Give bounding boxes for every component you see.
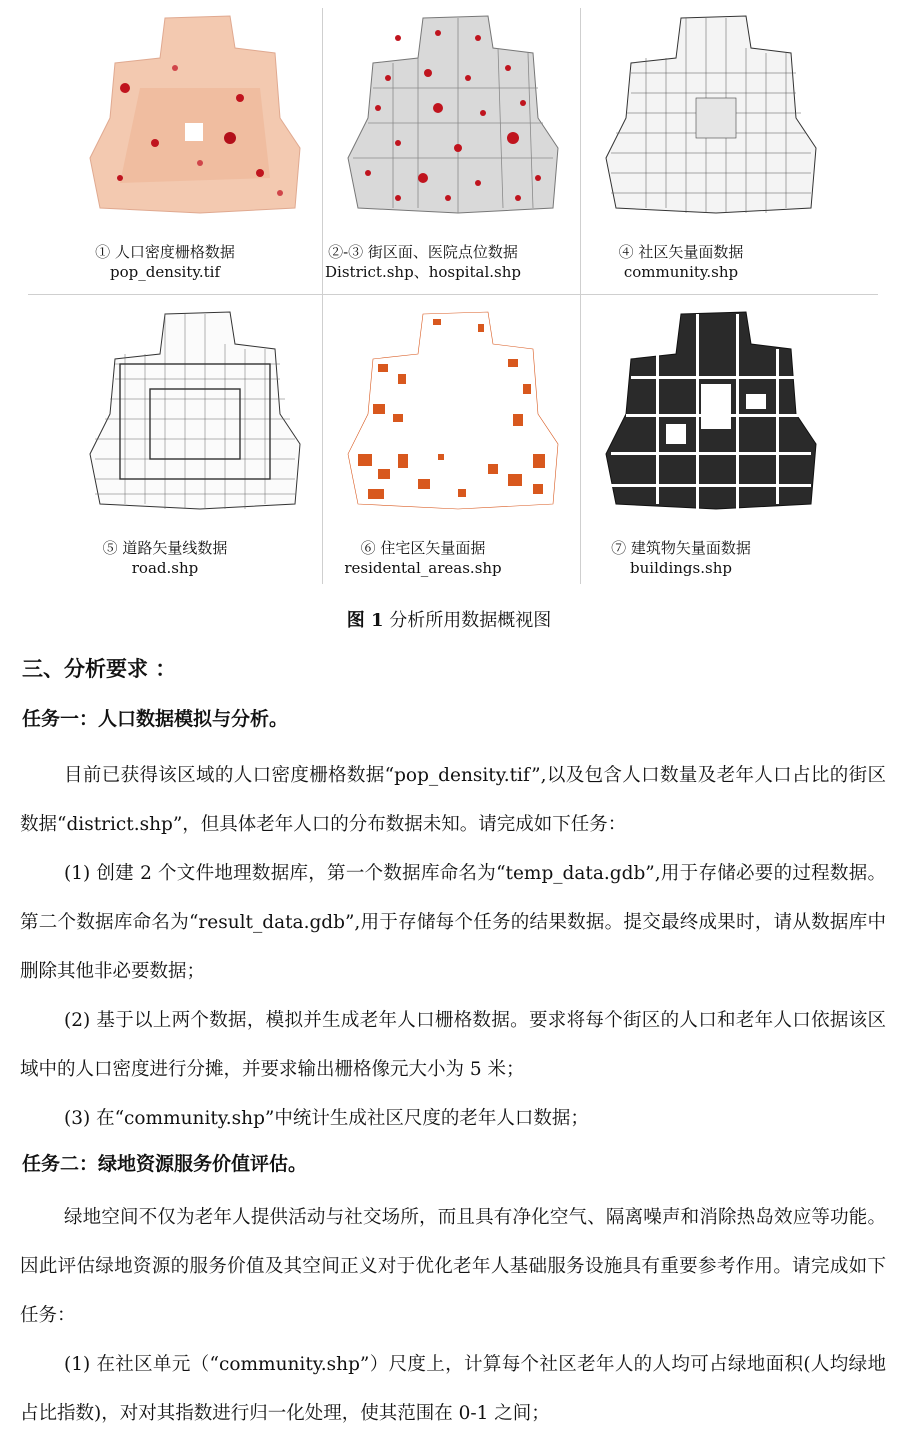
panel-caption-title: ① 人口密度栅格数据: [95, 243, 235, 261]
road-map: [80, 304, 310, 519]
panel-caption-title: ②-③ 街区面、医院点位数据: [328, 243, 518, 261]
panel-community: [546, 0, 826, 290]
figure-title-label: 图 1: [346, 610, 384, 631]
residential-map: [338, 304, 568, 519]
figure-grid: [0, 0, 898, 592]
pop-density-map: [80, 8, 310, 223]
divider-horizontal: [28, 294, 878, 295]
district-hospital-map: [338, 8, 568, 223]
panel-caption-file: buildings.shp: [630, 559, 732, 577]
panel-caption-title: ⑤ 道路矢量线数据: [102, 539, 228, 557]
panel-caption-file: pop_density.tif: [109, 263, 221, 281]
panel-caption-file: road.shp: [131, 559, 199, 577]
community-map: [596, 8, 826, 223]
task-1-heading: 任务一：人口数据模拟与分析。: [22, 708, 289, 730]
panel-caption-file: residental_areas.shp: [344, 559, 502, 577]
panel-caption-file: community.shp: [623, 263, 739, 281]
figure-title: [0, 606, 898, 632]
task-2-item-1: (1) 在社区单元（“community.shp”）尺度上，计算每个社区老年人的人均可占绿地面积(人均绿地占比指数)，对对其指数进行归一化处理，使其范围在 0-1 之间；: [20, 1354, 886, 1424]
task-2-heading: 任务二：绿地资源服务价值评估。: [22, 1153, 308, 1175]
task-2-intro: 绿地空间不仅为老年人提供活动与社交场所，而且具有净化空气、隔离噪声和消除热岛效应等功能。因此评估绿地资源的服务价值及其空间正义对于优化老年人基础服务设施具有重要参考作用。请完成如下任务：: [20, 1207, 886, 1326]
panel-caption-title: ⑥ 住宅区矢量面据: [360, 539, 486, 557]
panel-buildings: [546, 296, 826, 586]
task-1-item-2: (2) 基于以上两个数据，模拟并生成老年人口栅格数据。要求将每个街区的人口和老年人口依据该区域中的人口密度进行分摊，并要求输出栅格像元大小为 5 米；: [20, 1010, 886, 1080]
section-3-heading: 三、分析要求 ：: [22, 657, 177, 681]
buildings-map: [596, 304, 826, 519]
panel-caption-file: District.shp、hospital.shp: [325, 263, 521, 281]
figure-title-text: 分析所用数据概视图: [389, 610, 552, 631]
panel-caption-title: ⑦ 建筑物矢量面数据: [611, 539, 751, 557]
task-1-intro: 目前已获得该区域的人口密度栅格数据“pop_density.tif”,以及包含人口数量及老年人口占比的街区数据“district.shp”，但具体老年人口的分布数据未知。请完成如下任务：: [20, 765, 886, 835]
task-1-item-3: (3) 在“community.shp”中统计生成社区尺度的老年人口数据；: [64, 1108, 589, 1129]
task-1-item-1: (1) 创建 2 个文件地理数据库，第一个数据库命名为“temp_data.gdb”,用于存储必要的过程数据。第二个数据库命名为“result_data.gdb”,用于存储每个任务的结果数据。提交最终成果时，请从数据库中删除其他非必要数据；: [20, 863, 886, 982]
panel-caption-title: ④ 社区矢量面数据: [618, 243, 744, 261]
